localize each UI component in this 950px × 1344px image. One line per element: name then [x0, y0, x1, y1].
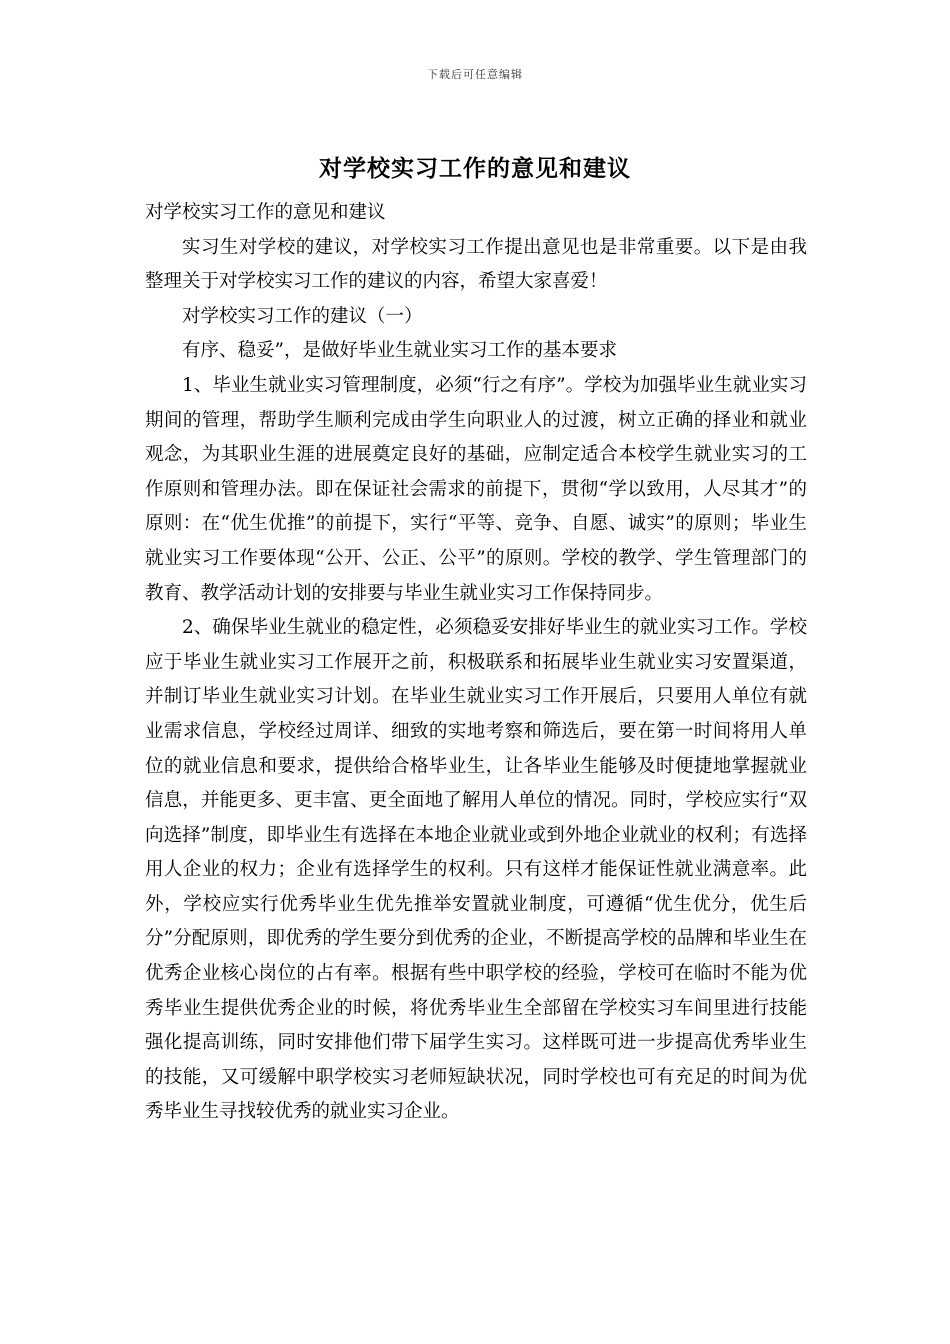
principle-paragraph: 有序、稳妥”，是做好毕业生就业实习工作的基本要求 [182, 340, 617, 362]
subtitle-paragraph: 对学校实习工作的意见和建议 [145, 202, 386, 223]
document-body [145, 196, 807, 1130]
intro-paragraph: 实习生对学校的建议，对学校实习工作提出意见也是非常重要。以下是由我整理关于对学校实习工作的建议的内容，希望大家喜爱！ [145, 236, 807, 293]
point-1-paragraph: 1、毕业生就业实习管理制度，必须“行之有序”。学校为加强毕业生就业实习期间的管理，帮助学生顺利完成由学生向职业人的过渡，树立正确的择业和就业观念，为其职业生涯的进展奠定良好的基础，应制定适合本校学生就业实习的工作原则和管理办法。即在保证社会需求的前提下，贯彻“学以致用，人尽其才”的原则：在“优生优推”的前提下，实行“平等、竞争、自愿、诚实”的原则；毕业生就业实习工作要体现“公开、公正、公平”的原则。学校的教学、学生管理部门的教育、教学活动计划的安排要与毕业生就业实习工作保持同步。 [145, 374, 807, 604]
section-heading: 对学校实习工作的建议（一） [182, 305, 423, 327]
point-2-paragraph: 2、确保毕业生就业的稳定性，必须稳妥安排好毕业生的就业实习工作。学校应于毕业生就业实习工作展开之前，积极联系和拓展毕业生就业实习安置渠道，并制订毕业生就业实习计划。在毕业生就业实习工作开展后，只要用人单位有就业需求信息，学校经过周详、细致的实地考察和筛选后，要在第一时间将用人单位的就业信息和要求，提供给合格毕业生，让各毕业生能够及时便捷地掌握就业信息，并能更多、更丰富、更全面地了解用人单位的情况。同时，学校应实行“双向选择”制度，即毕业生有选择在本地企业就业或到外地企业就业的权利；有选择用人企业的权力；企业有选择学生的权利。只有这样才能保证性就业满意率。此外，学校应实行优秀毕业生优先推举安置就业制度，可遵循“优生优分，优生后分”分配原则，即优秀的学生要分到优秀的企业，不断提高学校的品牌和毕业生在优秀企业核心岗位的占有率。根据有些中职学校的经验，学校可在临时不能为优秀毕业生提供优秀企业的时候，将优秀毕业生全部留在学校实习车间里进行技能强化提高训练，同时安排他们带下届学生实习。这样既可进一步提高优秀毕业生的技能，又可缓解中职学校实习老师短缺状况，同时学校也可有充足的时间为优秀毕业生寻找较优秀的就业实习企业。 [145, 617, 807, 1123]
document-title: 对学校实习工作的意见和建议 [319, 155, 631, 182]
header-note: 下载后可任意编辑 [427, 68, 523, 81]
